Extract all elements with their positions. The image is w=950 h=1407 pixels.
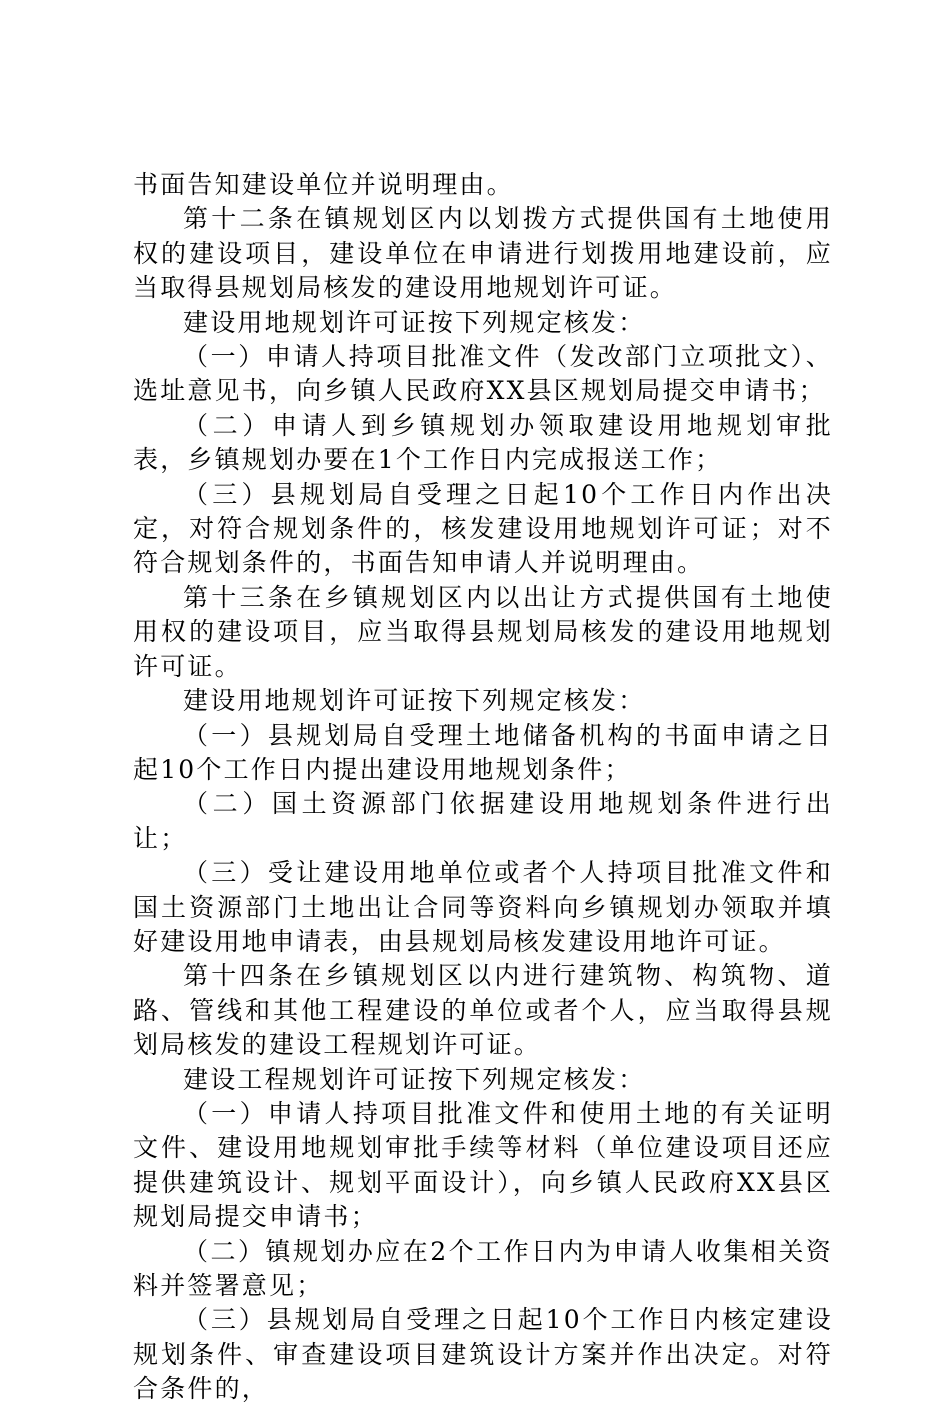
paragraph-3: 建设用地规划许可证按下列规定核发： [183, 307, 646, 337]
paragraph-article-13: 第十三条在乡镇规划区内以出让方式提供国有土地使用权的建设项目，应当取得县规划局核发的建设用地规划许可证。 [133, 582, 833, 681]
paragraph-1: 书面告知建设单位并说明理由。 [133, 170, 514, 199]
paragraph-article-12: 第十二条在镇规划区内以划拨方式提供国有土地使用权的建设项目，建设单位在申请进行划拨用地建设前，应当取得县规划局核发的建设用地规划许可证。 [133, 204, 833, 303]
paragraph-15: （二）镇规划办应在2个工作日内为申请人收集相关资料并签署意见； [133, 1236, 833, 1300]
paragraph-13: 建设工程规划许可证按下列规定核发： [183, 1064, 646, 1094]
paragraph-article-14: 第十四条在乡镇规划区以内进行建筑物、构筑物、道路、管线和其他工程建设的单位或者个人，应当取得县规划局核发的建设工程规划许可证。 [133, 961, 833, 1060]
document-body [133, 168, 833, 1407]
paragraph-10: （二）国土资源部门依据建设用地规划条件进行出让； [133, 789, 833, 853]
paragraph-14: （一）申请人持项目批准文件和使用土地的有关证明文件、建设用地规划审批手续等材料（单位建设项目还应提供建筑设计、规划平面设计），向乡镇人民政府XX县区规划局提交申请书； [133, 1098, 833, 1232]
paragraph-4: （一）申请人持项目批准文件（发改部门立项批文）、选址意见书，向乡镇人民政府XX县区规划局提交申请书； [133, 342, 833, 406]
paragraph-6: （三）县规划局自受理之日起10个工作日内作出决定，对符合规划条件的，核发建设用地规划许可证；对不符合规划条件的，书面告知申请人并说明理由。 [133, 479, 833, 578]
paragraph-8: 建设用地规划许可证按下列规定核发： [183, 686, 646, 716]
paragraph-5: （二）申请人到乡镇规划办领取建设用地规划审批表，乡镇规划办要在1个工作日内完成报送工作； [133, 410, 833, 475]
paragraph-9: （一）县规划局自受理土地储备机构的书面申请之日起10个工作日内提出建设用地规划条件； [133, 720, 833, 784]
paragraph-16: （三）县规划局自受理之日起10个工作日内核定建设规划条件、审查建设项目建筑设计方案并作出决定。对符合条件的， [133, 1305, 833, 1404]
paragraph-11: （三）受让建设用地单位或者个人持项目批准文件和国土资源部门土地出让合同等资料向乡镇规划办领取并填好建设用地申请表，由县规划局核发建设用地许可证。 [133, 858, 833, 956]
